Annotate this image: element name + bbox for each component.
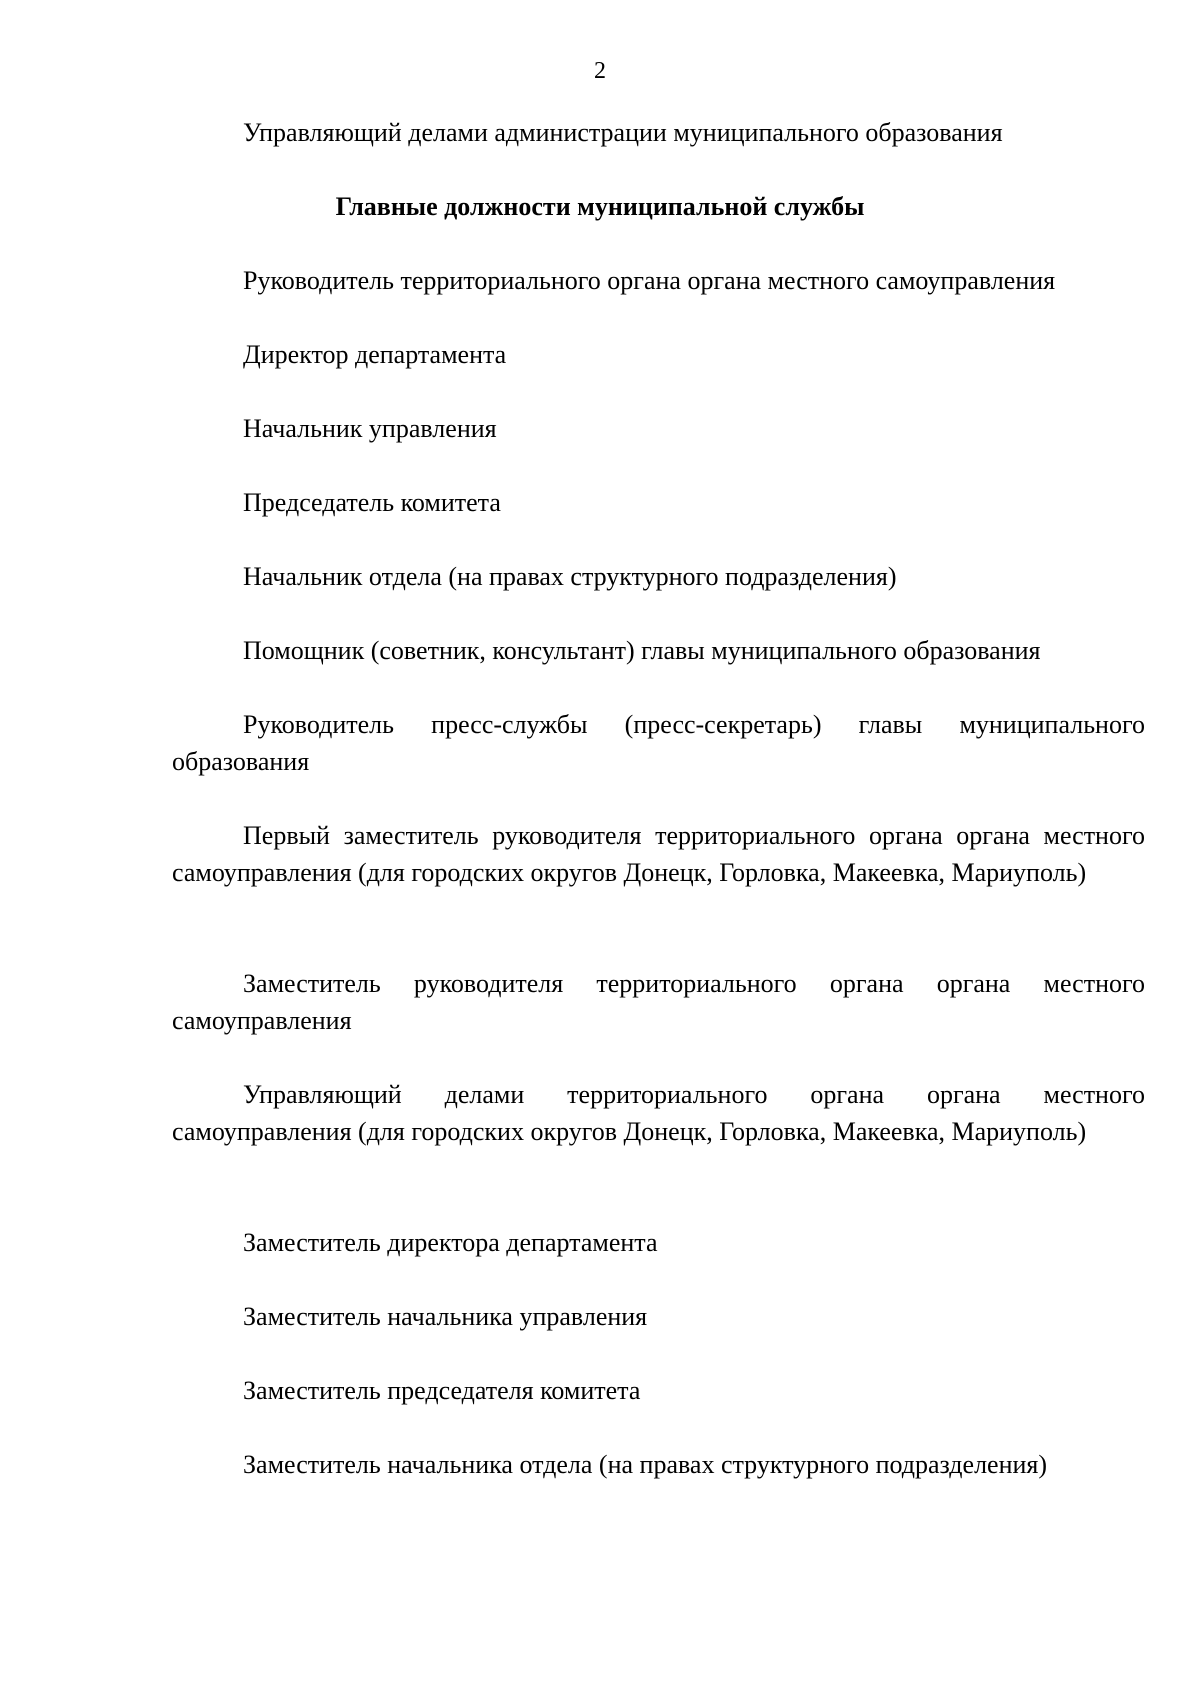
position-item: Заместитель руководителя территориального органа органа местного самоуправления bbox=[172, 969, 1145, 1035]
position-item: Руководитель территориального органа органа местного самоуправления bbox=[243, 266, 1056, 295]
position-item: Заместитель начальника управления bbox=[243, 1302, 648, 1331]
position-item: Заместитель председателя комитета bbox=[243, 1376, 641, 1405]
position-item: Первый заместитель руководителя территориального органа органа местного самоуправления (для городских округов Донецк, Горловка, Макеевка, Мариуполь) bbox=[172, 821, 1145, 887]
position-item: Заместитель начальника отдела (на правах структурного подразделения) bbox=[243, 1450, 1048, 1479]
position-item: Руководитель пресс-службы (пресс-секретарь) главы муниципального образования bbox=[172, 710, 1145, 776]
position-item: Заместитель директора департамента bbox=[243, 1228, 658, 1257]
position-item: Помощник (советник, консультант) главы муниципального образования bbox=[243, 636, 1041, 665]
position-item: Директор департамента bbox=[243, 340, 507, 369]
section-heading: Главные должности муниципальной службы bbox=[335, 192, 865, 221]
position-item: Начальник управления bbox=[243, 414, 497, 443]
page-number: 2 bbox=[594, 58, 606, 84]
position-top-line: Управляющий делами администрации муниципального образования bbox=[243, 118, 1003, 147]
position-item: Председатель комитета bbox=[243, 488, 501, 517]
position-item: Управляющий делами территориального органа органа местного самоуправления (для городских округов Донецк, Горловка, Макеевка, Мариуполь) bbox=[172, 1080, 1145, 1146]
position-item: Начальник отдела (на правах структурного подразделения) bbox=[243, 562, 897, 591]
